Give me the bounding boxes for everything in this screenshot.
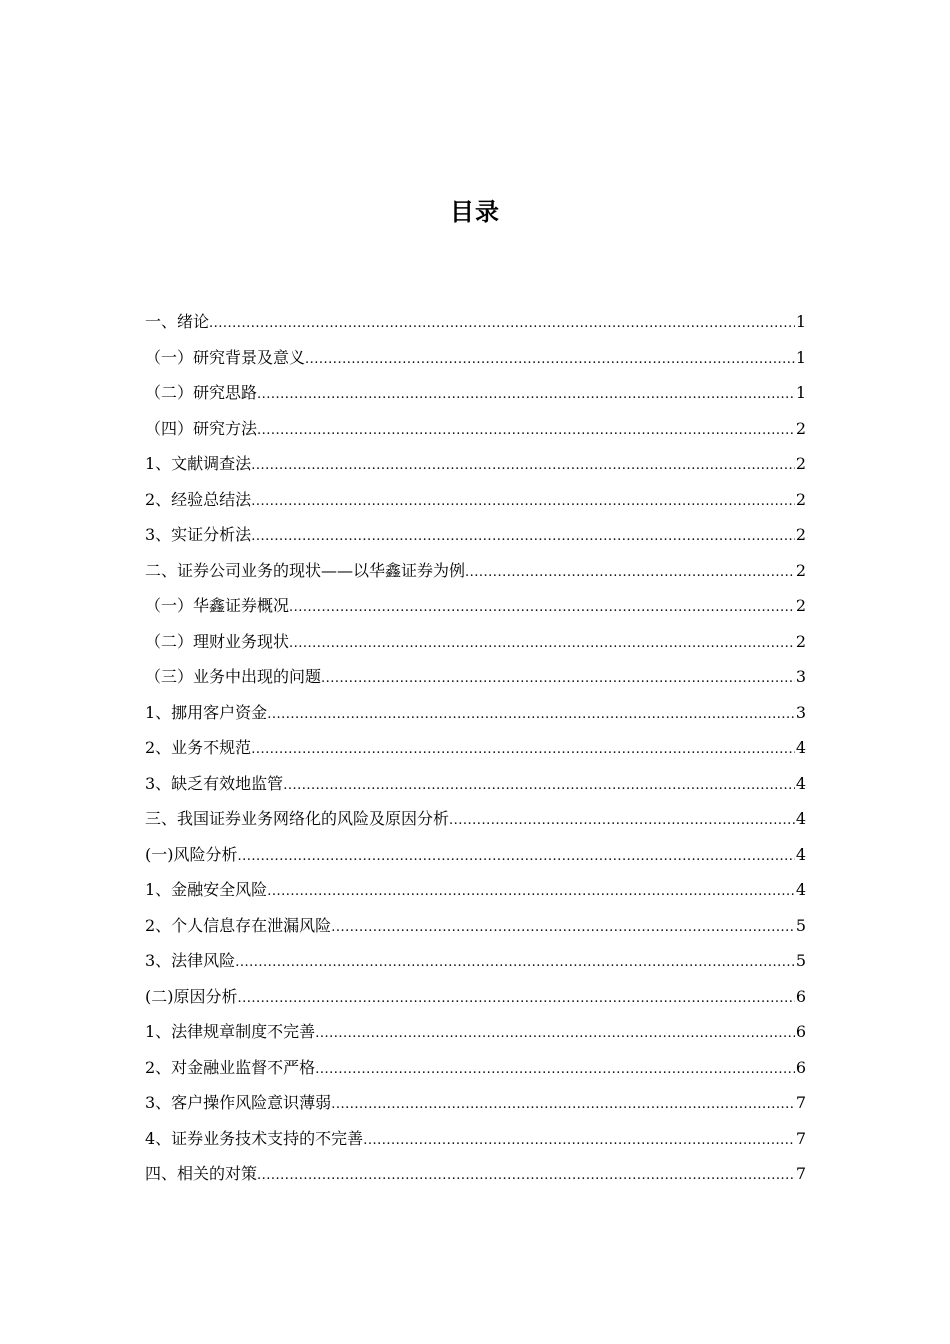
toc-entry-page: 5 [795,951,806,970]
dot-leader [267,707,795,722]
toc-entry-page: 5 [795,915,806,935]
dot-leader [235,955,795,970]
dot-leader [315,1062,795,1077]
toc-title: 目录 [450,198,500,226]
toc-entry-page: 1 [795,347,806,367]
toc-entry-page: 4 [795,773,806,793]
toc-entry[interactable] [145,735,806,771]
toc-entry-page: 2 [795,418,806,438]
toc-entry-page: 2 [795,631,806,651]
toc-entry-page: 2 [795,489,806,509]
toc-entry[interactable] [145,380,806,416]
toc-entry[interactable] [145,1161,806,1197]
dot-leader [449,813,795,828]
dot-leader [283,778,795,793]
toc-entry-label: (一)风险分析 [145,844,238,864]
dot-leader [257,1168,795,1183]
toc-entry-label: 3、法律风险 [145,951,236,970]
toc-entry-label: 3、缺乏有效地监管 [145,773,284,793]
dot-leader [209,316,795,331]
toc-entry-page: 7 [795,1128,806,1148]
toc-entry[interactable] [145,416,806,452]
toc-entry-page: 6 [795,1022,806,1041]
toc-entry-label: （一）华鑫证券概况 [145,596,290,615]
toc-entry-label: （三）业务中出现的问题 [145,667,322,686]
toc-entry-label: 1、法律规章制度不完善 [145,1022,316,1041]
toc-entry-page: 4 [795,738,806,757]
toc-entry[interactable] [145,1090,806,1126]
toc-entry-page: 2 [795,596,806,615]
dot-leader [331,1097,795,1112]
toc-entry[interactable] [145,700,806,736]
toc-entry[interactable] [145,629,806,665]
dot-leader [257,423,795,438]
dot-leader [289,600,795,615]
dot-leader [238,849,795,864]
toc-entry-label: (二)原因分析 [145,986,238,1006]
toc-entry[interactable] [145,806,806,842]
toc-entry[interactable] [145,309,806,345]
dot-leader [251,742,795,757]
toc-entry-label: 四、相关的对策 [145,1164,258,1183]
toc-list [145,309,806,1197]
toc-entry-page: 1 [795,383,806,402]
dot-leader [331,920,795,935]
dot-leader [305,352,795,367]
toc-entry-label: 2、经验总结法 [145,489,252,509]
toc-entry-page: 2 [795,525,806,544]
toc-entry-label: 1、挪用客户资金 [145,702,268,722]
toc-entry-label: 4、证券业务技术支持的不完善 [145,1128,364,1148]
toc-entry-page: 4 [795,809,806,828]
toc-entry-label: 2、对金融业监督不严格 [145,1057,316,1077]
toc-entry-page: 3 [795,667,806,686]
toc-entry[interactable] [145,487,806,523]
dot-leader [257,387,795,402]
toc-entry-label: 2、业务不规范 [145,738,252,757]
toc-entry-label: 1、金融安全风险 [145,880,268,899]
toc-entry-label: 3、实证分析法 [145,525,252,544]
dot-leader [238,991,795,1006]
toc-entry[interactable] [145,771,806,807]
dot-leader [251,494,795,509]
toc-entry-label: 1、文献调查法 [145,454,252,473]
toc-entry[interactable] [145,451,806,487]
toc-entry[interactable] [145,913,806,949]
toc-entry-label: 2、个人信息存在泄漏风险 [145,915,332,935]
toc-entry-label: （一）研究背景及意义 [145,347,306,367]
toc-entry[interactable] [145,1126,806,1162]
toc-entry-label: （四）研究方法 [145,418,258,438]
dot-leader [289,636,795,651]
toc-entry-page: 6 [795,986,806,1006]
toc-entry-page: 2 [795,560,806,580]
dot-leader [321,671,795,686]
dot-leader [315,1026,795,1041]
dot-leader [363,1133,795,1148]
dot-leader [251,529,795,544]
toc-entry-page: 4 [795,844,806,864]
toc-entry[interactable] [145,948,806,984]
toc-entry-page: 6 [795,1057,806,1077]
toc-entry[interactable] [145,664,806,700]
toc-entry-label: 三、我国证券业务网络化的风险及原因分析 [145,809,450,828]
toc-entry[interactable] [145,877,806,913]
toc-entry-page: 4 [795,880,806,899]
dot-leader [267,884,795,899]
toc-entry[interactable] [145,1019,806,1055]
toc-entry-label: 一、绪论 [145,312,210,331]
toc-entry[interactable] [145,984,806,1020]
toc-entry-page: 2 [795,454,806,473]
dot-leader [465,565,795,580]
toc-entry[interactable] [145,1055,806,1091]
toc-entry[interactable] [145,558,806,594]
toc-entry[interactable] [145,842,806,878]
toc-entry-page: 1 [795,312,806,331]
toc-entry-page: 7 [795,1164,806,1183]
toc-entry-page: 3 [795,702,806,722]
toc-entry-page: 7 [795,1093,806,1112]
toc-entry-label: （二）理财业务现状 [145,631,290,651]
toc-entry[interactable] [145,522,806,558]
toc-entry-label: 二、证券公司业务的现状——以华鑫证券为例 [145,560,466,580]
toc-entry[interactable] [145,345,806,381]
dot-leader [251,458,795,473]
toc-entry-label: 3、客户操作风险意识薄弱 [145,1093,332,1112]
toc-entry-label: （二）研究思路 [145,383,258,402]
toc-entry[interactable] [145,593,806,629]
